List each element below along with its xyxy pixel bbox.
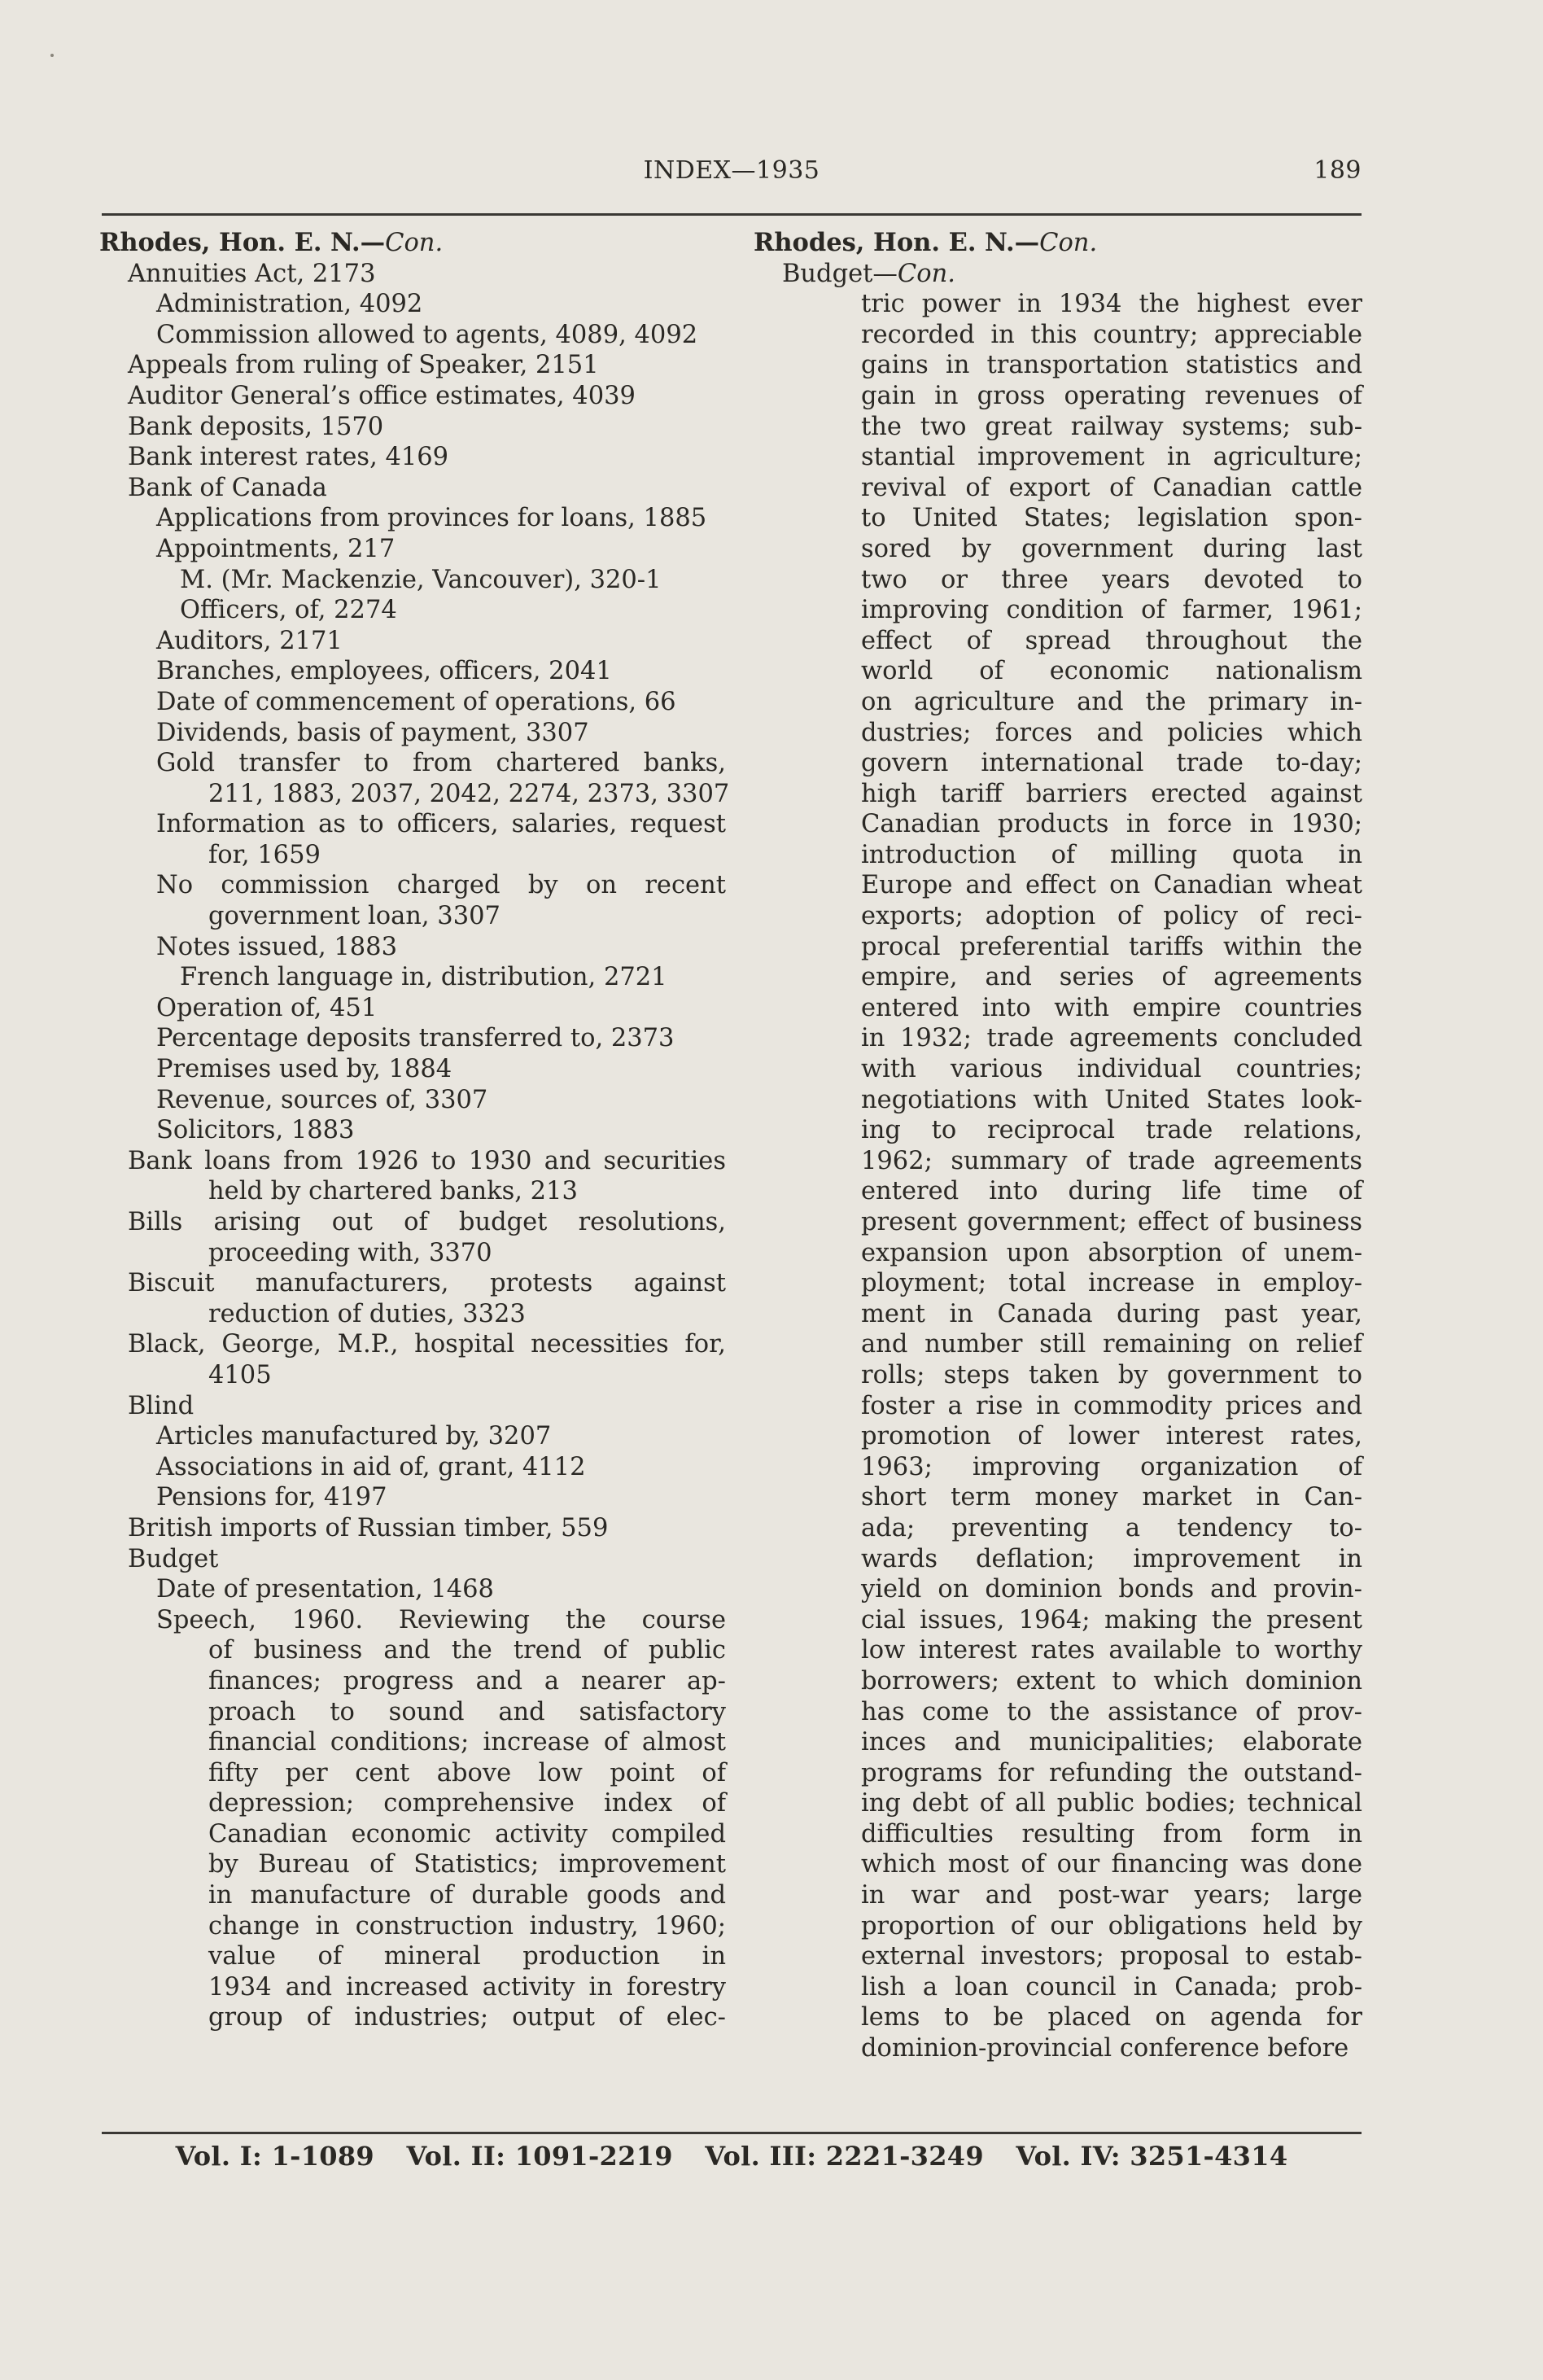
index-entry-line: 4105 xyxy=(208,1360,272,1389)
index-entry-line: Date of presentation, 1468 xyxy=(156,1575,494,1604)
index-entry-line: Bills arising out of budget resolutions, xyxy=(128,1208,726,1236)
index-entry-line: ment in Canada during past year, xyxy=(861,1299,1362,1328)
index-entry-line: held by chartered banks, 213 xyxy=(208,1177,578,1206)
index-entry-line: lish a loan council in Canada; prob- xyxy=(861,1972,1362,2002)
index-entry-line: of business and the trend of public xyxy=(208,1636,726,1665)
index-entry-line: for, 1659 xyxy=(208,840,321,869)
index-entry-line: introduction of milling quota in xyxy=(861,840,1362,869)
entry-heading xyxy=(99,228,726,259)
page-header xyxy=(102,156,1362,190)
index-entry-line: ing debt of all public bodies; technical xyxy=(861,1789,1362,1818)
index-entry-line: Auditors, 2171 xyxy=(156,626,343,655)
index-entry-line: world of economic nationalism xyxy=(861,657,1362,686)
volume-range: Vol. IV: 3251-4314 xyxy=(1016,2141,1288,2172)
index-entry-line: Revenue, sources of, 3307 xyxy=(156,1085,488,1114)
index-entry-line: proceeding with, 3370 xyxy=(208,1238,492,1267)
index-entry-line: recorded in this country; appreciable xyxy=(861,320,1362,349)
index-entry-line: in 1932; trade agreements concluded xyxy=(861,1024,1362,1053)
index-entry-line: Appeals from ruling of Speaker, 2151 xyxy=(128,351,599,380)
heading-name: Rhodes, Hon. E. N.— xyxy=(754,228,1040,257)
index-entry-line: ing to reciprocal trade relations, xyxy=(861,1116,1362,1145)
index-entry-line: 1934 and increased activity in forestry xyxy=(208,1972,726,2002)
heading-name: Rhodes, Hon. E. N.— xyxy=(99,228,386,257)
index-entry-line: Canadian products in force in 1930; xyxy=(861,810,1362,839)
index-entry-line: on agriculture and the primary in- xyxy=(861,687,1362,716)
index-entry-line: tric power in 1934 the highest ever xyxy=(861,290,1362,319)
index-entry-line: rolls; steps taken by government to xyxy=(861,1360,1362,1389)
index-entry-line: Branches, employees, officers, 2041 xyxy=(156,657,612,686)
index-entry-line: present government; effect of business xyxy=(861,1208,1362,1236)
heading-continued: Con. xyxy=(1039,229,1098,257)
subheading-continued: Con. xyxy=(897,259,955,288)
index-entry-line: revival of export of Canadian cattle xyxy=(861,473,1362,502)
index-entry-line: Canadian economic activity compiled xyxy=(208,1819,726,1848)
index-entry-line: low interest rates available to worthy xyxy=(861,1636,1362,1665)
index-entry-line: proportion of our obligations held by xyxy=(861,1911,1362,1940)
index-entry-line: improving condition of farmer, 1961; xyxy=(861,596,1362,625)
index-entry-line: Associations in aid of, grant, 4112 xyxy=(156,1452,586,1481)
index-entry-line: Budget xyxy=(128,1544,219,1573)
left-entries xyxy=(99,259,730,2033)
index-entry-line: value of mineral production in xyxy=(208,1942,726,1971)
index-entry-line: French language in, distribution, 2721 xyxy=(180,963,667,992)
index-entry-line: Date of commencement of operations, 66 xyxy=(156,687,676,716)
index-entry-line: Black, George, M.P., hospital necessities for, xyxy=(128,1330,726,1359)
index-entry-line: exports; adoption of policy of reci- xyxy=(861,902,1362,931)
index-entry-line: 1963; improving organization of xyxy=(861,1452,1362,1481)
index-entry-line: wards deflation; improvement in xyxy=(861,1544,1362,1573)
index-entry-line: Officers, of, 2274 xyxy=(180,596,397,625)
index-entry-line: yield on dominion bonds and provin- xyxy=(861,1575,1362,1604)
index-entry-line: govern international trade to-day; xyxy=(861,749,1362,778)
index-entry-line: Operation of, 451 xyxy=(156,993,378,1022)
index-entry-line: 1962; summary of trade agreements xyxy=(861,1146,1362,1175)
index-entry-line: entered into during life time of xyxy=(861,1177,1362,1206)
index-entry-line: Appointments, 217 xyxy=(156,534,396,563)
index-entry-line: Administration, 4092 xyxy=(156,290,423,319)
index-entry-line: Articles manufactured by, 3207 xyxy=(156,1422,552,1451)
index-entry-line: lems to be placed on agenda for xyxy=(861,2003,1362,2032)
index-entry-line: with various individual countries; xyxy=(861,1055,1362,1084)
index-entry-line: depression; comprehensive index of xyxy=(208,1789,726,1818)
right-column xyxy=(754,228,1362,2064)
index-entry-line: finances; progress and a nearer ap- xyxy=(208,1666,726,1695)
index-entry-line: fifty per cent above low point of xyxy=(208,1758,726,1787)
index-entry-line: two or three years devoted to xyxy=(861,565,1362,594)
index-entry-line: procal preferential tariffs within the xyxy=(861,932,1362,961)
index-entry-line: cial issues, 1964; making the present xyxy=(861,1605,1362,1634)
volume-footer xyxy=(102,2141,1362,2177)
index-entry-line: short term money market in Can- xyxy=(861,1483,1362,1512)
index-entry-line: government loan, 3307 xyxy=(208,902,500,931)
header-rule xyxy=(102,213,1362,216)
index-entry-line: in war and post-war years; large xyxy=(861,1881,1362,1910)
index-entry-line: Pensions for, 4197 xyxy=(156,1483,387,1512)
index-entry-line: has come to the assistance of prov- xyxy=(861,1697,1362,1726)
index-entry-line: ployment; total increase in employ- xyxy=(861,1269,1362,1298)
index-entry-line: proach to sound and satisfactory xyxy=(208,1697,726,1726)
index-entry-line: No commission charged by on recent xyxy=(156,871,726,900)
index-entry-line: Bank interest rates, 4169 xyxy=(128,443,449,472)
index-entry-line: British imports of Russian timber, 559 xyxy=(128,1513,609,1542)
index-entry-line: by Bureau of Statistics; improvement xyxy=(208,1850,726,1879)
index-entry-line: external investors; proposal to estab- xyxy=(861,1942,1362,1971)
index-entry-line: stantial improvement in agriculture; xyxy=(861,443,1362,472)
index-entry-line: empire, and series of agreements xyxy=(861,963,1362,992)
index-entry-line: Information as to officers, salaries, request xyxy=(156,810,726,839)
entry-heading xyxy=(754,228,1362,259)
paper-speck xyxy=(50,54,54,57)
volume-range: Vol. III: 2221-3249 xyxy=(705,2141,984,2172)
index-entry-line: Applications from provinces for loans, 1885 xyxy=(156,504,707,533)
index-entry-line: entered into with empire countries xyxy=(861,993,1362,1022)
index-entry-line: foster a rise in commodity prices and xyxy=(861,1391,1362,1420)
volume-range: Vol. I: 1-1089 xyxy=(175,2141,374,2172)
index-entry-line: ada; preventing a tendency to- xyxy=(861,1513,1362,1542)
index-entry-line: Bank loans from 1926 to 1930 and securities xyxy=(128,1146,726,1175)
index-entry-line: promotion of lower interest rates, xyxy=(861,1422,1362,1451)
index-entry-line: inces and municipalities; elaborate xyxy=(861,1728,1362,1757)
volume-range: Vol. II: 1091-2219 xyxy=(406,2141,673,2172)
index-entry-line: change in construction industry, 1960; xyxy=(208,1911,726,1940)
index-entry-line: gain in gross operating revenues of xyxy=(861,381,1362,410)
index-entry-line: Gold transfer to from chartered banks, xyxy=(156,749,726,778)
index-entry-line: Speech, 1960. Reviewing the course xyxy=(156,1605,726,1634)
index-entry-line: negotiations with United States look- xyxy=(861,1085,1362,1114)
right-entries xyxy=(754,289,1362,2063)
index-entry-line: effect of spread throughout the xyxy=(861,626,1362,655)
heading-continued: Con. xyxy=(385,229,444,257)
page-title: INDEX—1935 xyxy=(643,156,820,185)
index-entry-line: the two great railway systems; sub- xyxy=(861,412,1362,441)
index-entry-line: Percentage deposits transferred to, 2373 xyxy=(156,1024,675,1053)
index-entry-line: Bank deposits, 1570 xyxy=(128,412,384,441)
index-entry-line: Premises used by, 1884 xyxy=(156,1055,452,1084)
index-entry-line: Commission allowed to agents, 4089, 4092 xyxy=(156,320,698,349)
index-entry-line: sored by government during last xyxy=(861,534,1362,563)
index-entry-line: dustries; forces and policies which xyxy=(861,718,1362,747)
index-entry-line: Blind xyxy=(128,1391,195,1420)
page-number: 189 xyxy=(1314,156,1362,185)
left-column xyxy=(99,228,730,2033)
index-entry-line: high tariff barriers erected against xyxy=(861,779,1362,808)
index-entry-line: expansion upon absorption of unem- xyxy=(861,1238,1362,1267)
index-entry-line: which most of our financing was done xyxy=(861,1850,1362,1879)
index-entry-line: and number still remaining on relief xyxy=(861,1330,1362,1359)
index-entry-line: in manufacture of durable goods and xyxy=(208,1881,726,1910)
index-entry-line: Solicitors, 1883 xyxy=(156,1116,355,1145)
index-entry-line: financial conditions; increase of almost xyxy=(208,1728,726,1757)
index-entry-line: M. (Mr. Mackenzie, Vancouver), 320-1 xyxy=(180,565,662,594)
index-entry-line: reduction of duties, 3323 xyxy=(208,1299,526,1328)
index-entry-line: to United States; legislation spon- xyxy=(861,504,1362,533)
index-entry-line: dominion-provincial conference before xyxy=(861,2034,1349,2063)
index-entry-line: borrowers; extent to which dominion xyxy=(861,1666,1362,1695)
index-entry-line: programs for refunding the outstand- xyxy=(861,1758,1362,1787)
index-entry-line: Europe and effect on Canadian wheat xyxy=(861,871,1362,900)
subheading-name: Budget— xyxy=(782,259,898,288)
index-entry-line: 211, 1883, 2037, 2042, 2274, 2373, 3307 xyxy=(208,779,730,808)
index-entry-line: Biscuit manufacturers, protests against xyxy=(128,1269,726,1298)
subentry-heading xyxy=(754,259,1362,290)
index-entry-line: Dividends, basis of payment, 3307 xyxy=(156,718,589,747)
index-entry-line: group of industries; output of elec- xyxy=(208,2003,726,2032)
index-entry-line: gains in transportation statistics and xyxy=(861,351,1362,380)
index-entry-line: Bank of Canada xyxy=(128,473,327,502)
index-entry-line: Annuities Act, 2173 xyxy=(128,259,376,288)
index-entry-line: Auditor General’s office estimates, 4039 xyxy=(128,381,636,410)
footer-rule xyxy=(102,2132,1362,2134)
index-entry-line: Notes issued, 1883 xyxy=(156,932,397,961)
index-entry-line: difficulties resulting from form in xyxy=(861,1819,1362,1848)
